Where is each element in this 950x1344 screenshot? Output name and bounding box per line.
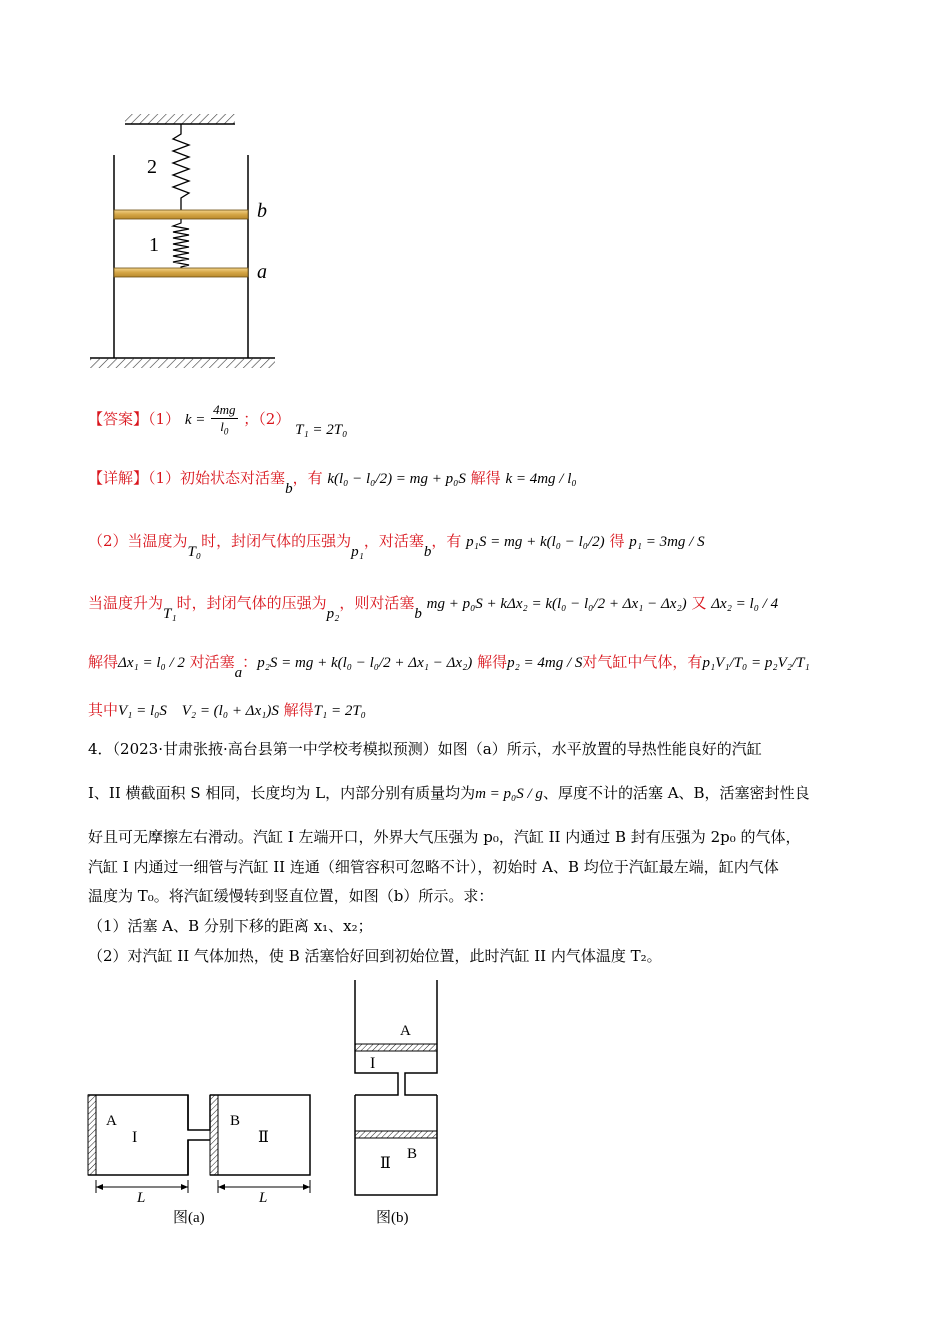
detail-l2-text3: ，对活塞: [363, 532, 424, 550]
question-line-6: （1）活塞 A、B 分别下移的距离 x₁、x₂；: [88, 917, 373, 935]
fig-a-cylinder-I: [88, 1095, 210, 1175]
detail-l1-res: k = 4mg / l₀: [505, 471, 577, 487]
detail-l4-text2: 对活塞: [189, 653, 235, 671]
piston-a: [114, 268, 248, 277]
fig-b-label-I: I: [370, 1055, 376, 1072]
detail-l4-eq3: p₂ = 4mg / S: [507, 655, 583, 671]
detail-line-4: [88, 652, 810, 681]
ceiling-hatch: [125, 114, 235, 124]
question-line-5: 温度为 T₀。将汽缸缓慢转到竖直位置，如图（b）所示。求：: [88, 887, 494, 905]
detail-line-5: [88, 700, 366, 721]
question-line-2a: I、II 横截面积 S 相同，长度均为 L，内部分别有质量均为: [88, 784, 476, 802]
fig-a-label-II: Ⅱ: [258, 1129, 269, 1146]
fig-b-label-A: A: [400, 1023, 411, 1039]
answer-part1-eq: [184, 402, 243, 437]
fig-b-label-B: B: [407, 1146, 418, 1162]
detail-l2-text1: （2）当温度为: [88, 532, 188, 550]
detail-l2-eq: p₁S = mg + k(l₀ − l₀/2): [466, 534, 605, 550]
spring-2: [173, 124, 189, 210]
spring-piston-figure: [85, 110, 285, 375]
question-line-2: [88, 782, 810, 805]
figure-b: [355, 980, 437, 1226]
answer-k-lhs: k =: [184, 412, 206, 429]
detail-l3-text2: 时，封闭气体的压强为: [176, 594, 327, 612]
fig-a-len-2: L: [259, 1190, 268, 1206]
cylinder-figures: [80, 975, 460, 1235]
detail-l1-b: b: [285, 481, 293, 497]
question-line-1: 4．（2023·甘肃张掖·高台县第一中学校考模拟预测）如图（a）所示，水平放置的导热性能良好的汽缸: [88, 740, 762, 758]
detail-l5-text2: 解得: [283, 701, 314, 719]
detail-l5-eq3: T₁ = 2T₀: [313, 703, 366, 719]
detail-line-1: [88, 468, 577, 497]
question-line-4: 汽缸 I 内通过一细管与汽缸 II 连通（细管容积可忽略不计），初始时 A、B 均位于汽缸最左端，缸内气体: [88, 858, 779, 876]
detail-l4-text3: ：: [242, 653, 258, 671]
detail-l5-text1: 其中: [88, 701, 119, 719]
detail-l3-eq: mg + p₀S + kΔx₂ = k(l₀ − l₀/2 + Δx₁ − Δx₂): [426, 596, 687, 612]
detail-l1-text3: 解得: [470, 469, 501, 487]
label-spring-1: 1: [149, 234, 159, 256]
question-line-7: （2）对汽缸 II 气体加热，使 B 活塞恰好回到初始位置，此时汽缸 II 内气体温度 T₂。: [88, 947, 662, 965]
detail-l2-text2: 时，封闭气体的压强为: [201, 532, 352, 550]
detail-l4-text4: 解得: [477, 653, 508, 671]
detail-l1-eq: k(l₀ − l₀/2) = mg + p₀S: [327, 471, 466, 487]
detail-l5-eq2: V₂ = (l₀ + Δx₁)S: [181, 703, 279, 719]
detail-l2-T0: T₀: [187, 544, 202, 560]
answer-sep: ；: [243, 410, 259, 429]
question-line-2b: 、厚度不计的活塞 A、B，活塞密封性良: [542, 784, 810, 802]
spring-1: [173, 219, 189, 268]
label-a: a: [257, 261, 267, 283]
floor-hatch: [90, 358, 275, 368]
fig-a-piston-B: [210, 1095, 218, 1175]
detail-l4-a: a: [234, 665, 243, 681]
detail-l2-p1: p₁: [351, 544, 364, 560]
detail-l2-text4: ，有: [431, 532, 462, 550]
piston-b: [114, 210, 248, 219]
fig-b-piston-A: [355, 1044, 437, 1051]
fig-a-label-I: I: [132, 1129, 138, 1146]
label-b: b: [257, 200, 267, 222]
answer-part1-label: （1）: [148, 410, 181, 429]
detail-l2-b: b: [423, 544, 432, 560]
detail-l3-text3: ，则对活塞: [339, 594, 415, 612]
fig-a-label-A: A: [106, 1113, 117, 1129]
detail-l3-b: b: [414, 606, 422, 622]
detail-l1-text2: ，有: [292, 469, 323, 487]
detail-l3-text4: 又: [691, 594, 707, 612]
detail-l3-T1: T₁: [163, 606, 177, 622]
detail-l1-text1: （1）初始状态对活塞: [148, 469, 286, 487]
detail-tag: 【详解】: [88, 469, 149, 487]
detail-line-2: [88, 531, 705, 560]
answer-part2-eq: T₁ = 2T₀: [295, 422, 348, 439]
detail-l3-res: Δx₂ = l₀ / 4: [711, 596, 779, 612]
answer-k-num: 4mg: [213, 402, 236, 417]
detail-l2-text5: 得: [609, 532, 625, 550]
detail-l4-eq2: p₂S = mg + k(l₀ − l₀/2 + Δx₁ − Δx₂): [257, 655, 473, 671]
detail-l4-eq1: Δx₁ = l₀ / 2: [118, 655, 185, 671]
detail-line-3: [88, 593, 779, 622]
detail-l3-text1: 当温度升为: [88, 594, 164, 612]
fig-b-label-II: Ⅱ: [380, 1155, 391, 1172]
detail-l4-eq4: p₁V₁/T₀ = p₂V₂/T₁: [702, 655, 810, 671]
fig-b-cylinder-I: [355, 980, 437, 1095]
answer-part2-label: （2）: [258, 410, 291, 429]
detail-l4-text5: 对气缸中气体，有: [582, 653, 703, 671]
fig-b-caption: 图(b): [376, 1210, 409, 1226]
detail-l4-text1: 解得: [88, 653, 119, 671]
detail-l2-res: p₁ = 3mg / S: [629, 534, 705, 550]
answer-line: [88, 402, 348, 439]
fig-a-piston-A: [88, 1095, 96, 1175]
fig-a-caption: 图(a): [173, 1210, 205, 1226]
fig-b-cylinder-II: [355, 1095, 437, 1195]
answer-tag: 【答案】: [88, 410, 149, 429]
answer-k-den: $l_0$: [220, 419, 229, 437]
figure-a: [88, 1095, 310, 1226]
fig-a-label-B: B: [230, 1113, 241, 1129]
question-mass-eq: m = p₀S / g: [475, 786, 543, 802]
detail-l3-p2: p₂: [326, 606, 340, 622]
fig-a-len-1: L: [137, 1190, 146, 1206]
fig-b-piston-B: [355, 1131, 437, 1138]
label-spring-2: 2: [147, 156, 157, 178]
detail-l5-eq1: V₁ = l₀S: [118, 703, 167, 719]
question-line-3: 好且可无摩擦左右滑动。汽缸 I 左端开口，外界大气压强为 p₀，汽缸 II 内通过 B 封有压强为 2p₀ 的气体，: [88, 828, 801, 846]
